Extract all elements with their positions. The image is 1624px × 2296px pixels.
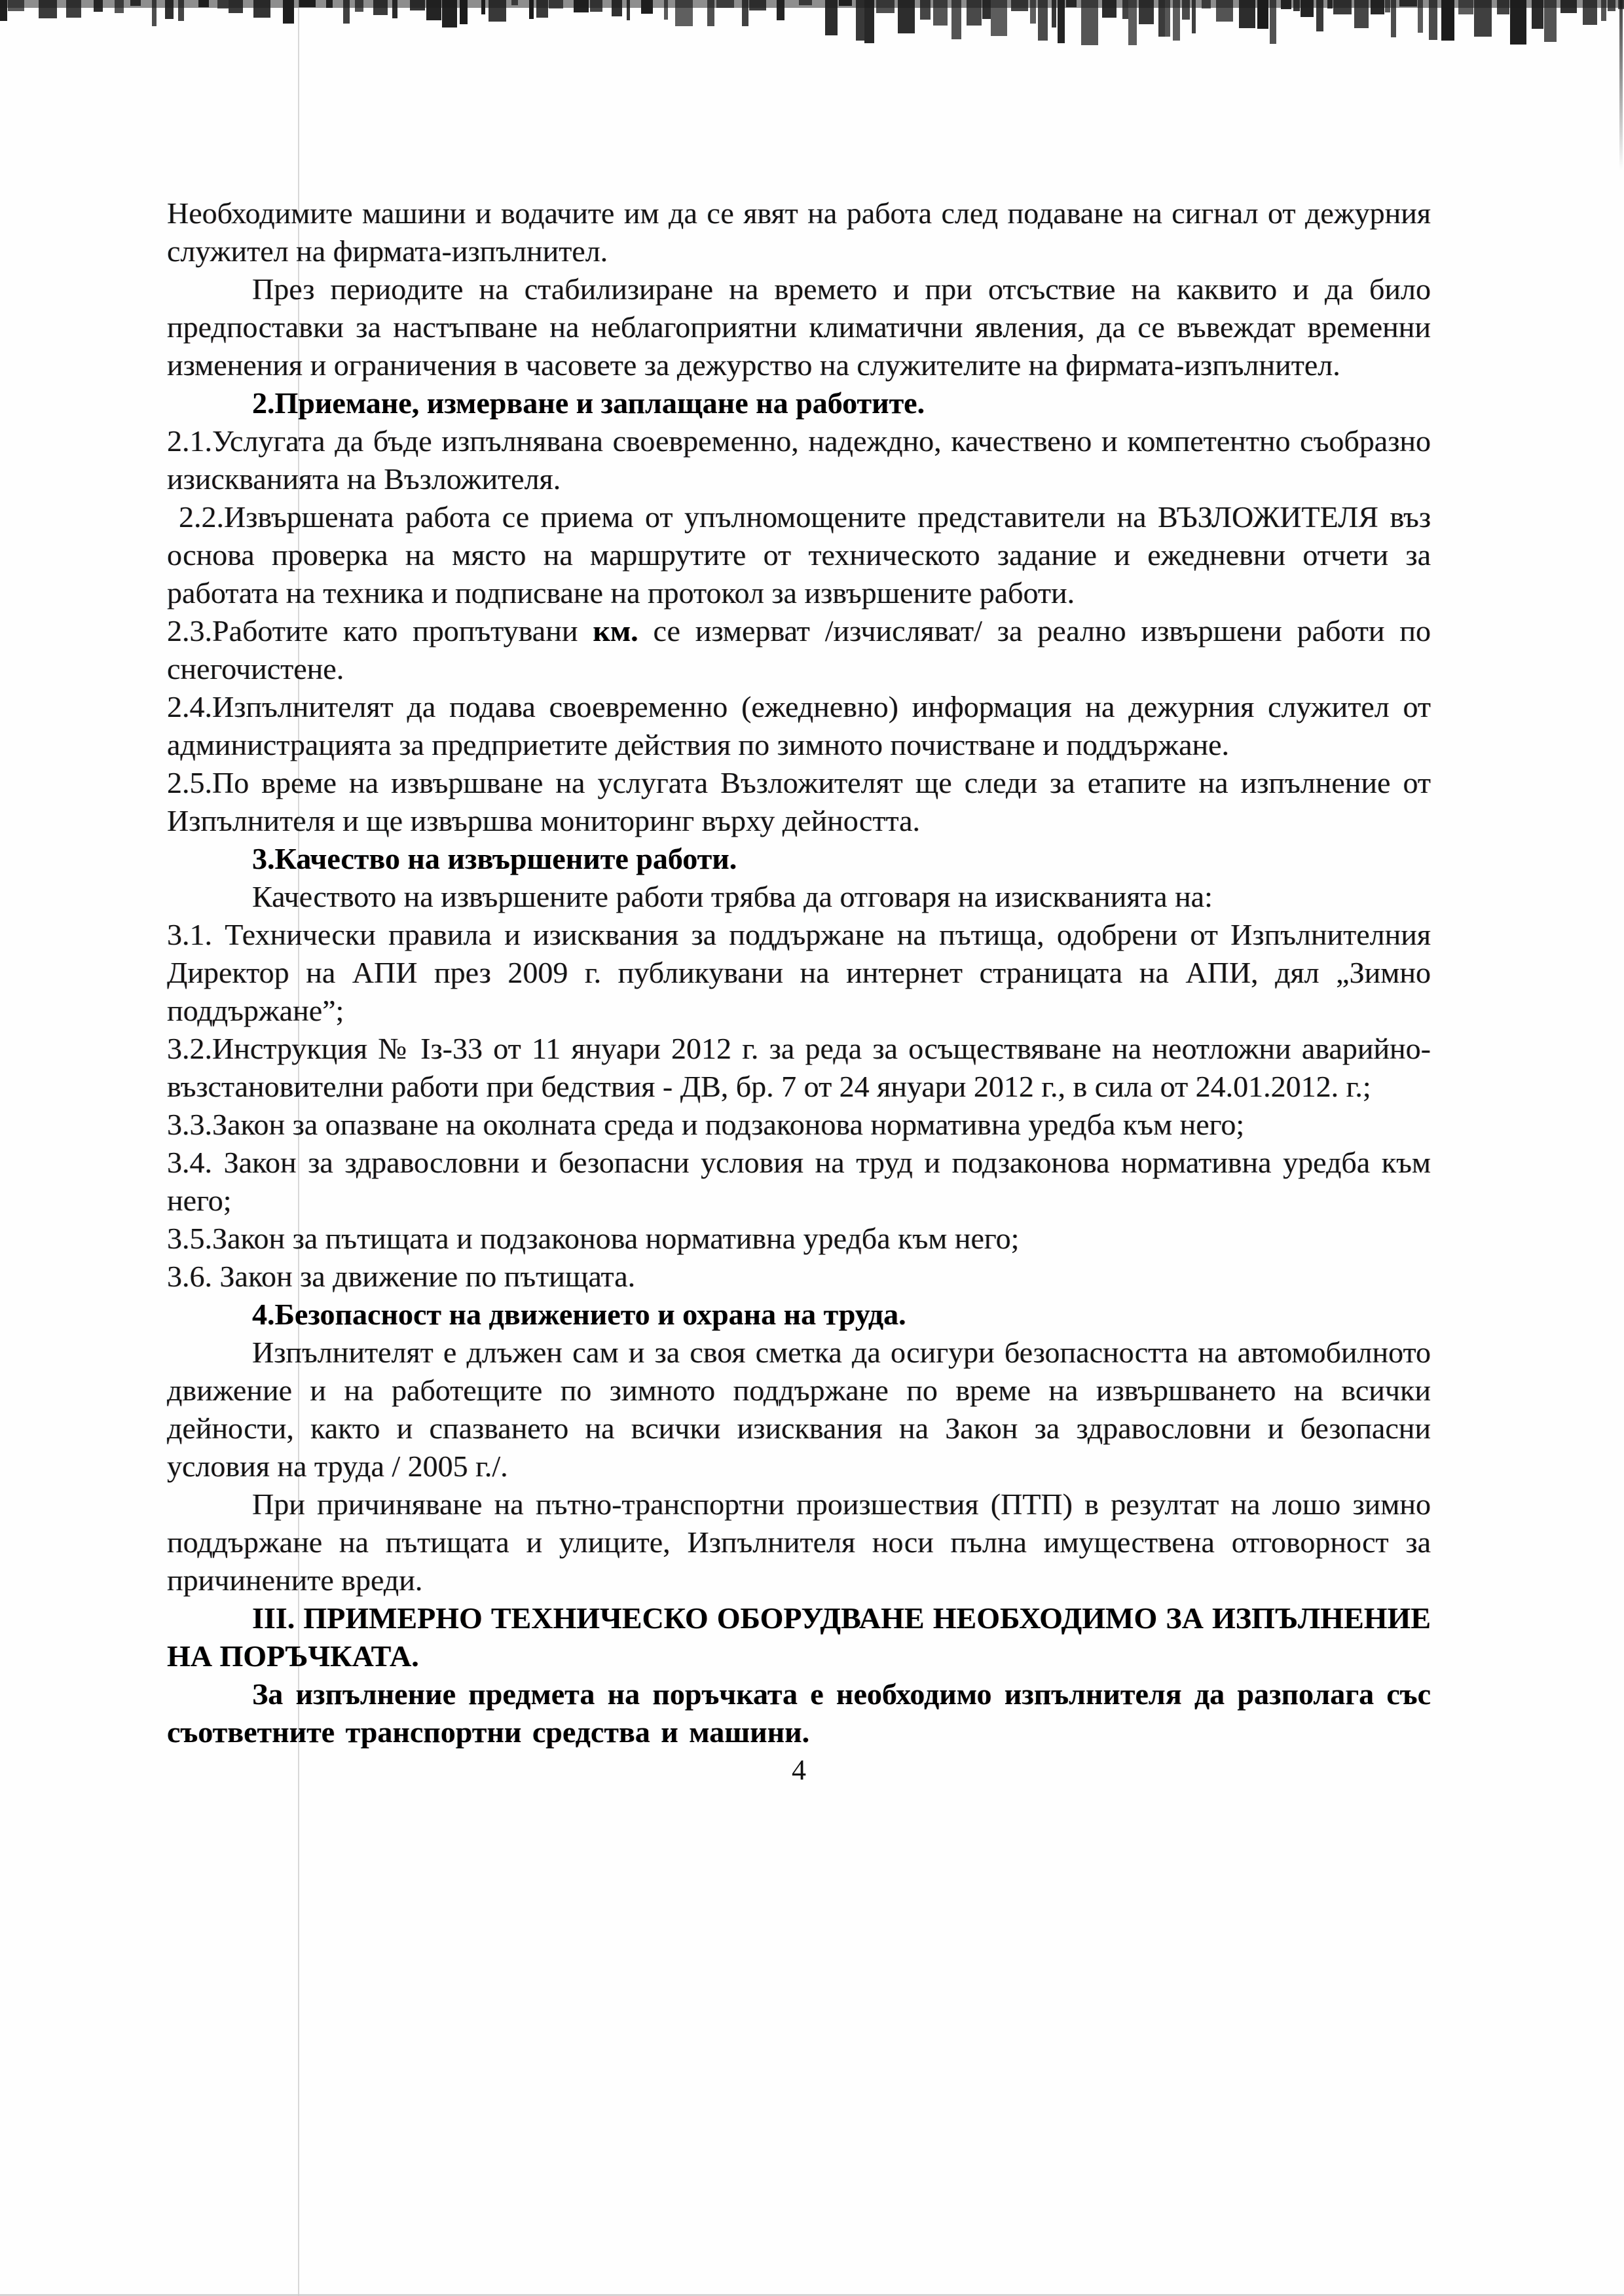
scan-noise-speck [326, 0, 333, 8]
scan-noise-speck [1391, 0, 1395, 37]
scan-noise-speck [1532, 0, 1543, 29]
scan-noise-speck [920, 0, 931, 20]
scan-noise-speck [130, 0, 141, 6]
clause-3-1: 3.1. Технически правила и изисквания за поддържане на пътища, одобрени от Изпълнителния Директор на АПИ през 2009 г. публикувани на интернет страницата на АПИ, дял „Зимно поддържане”; [167, 918, 1431, 1027]
scan-noise-speck [392, 0, 397, 18]
scan-noise-speck [529, 0, 534, 19]
scan-noise-speck [612, 0, 622, 16]
scan-noise-speck [898, 0, 915, 33]
section-iii-paragraph: За изпълнение предмета на поръчката е необходимо изпълнителя да разполага със съответните транспортни средства и машини. [167, 1677, 1431, 1749]
clause-2-3-km-bold: км. [593, 614, 638, 647]
scan-noise-speck [1270, 0, 1276, 44]
scan-noise-speck [1158, 0, 1165, 37]
scan-noise-speck [511, 0, 518, 5]
scan-noise-speck [343, 0, 350, 24]
scan-noise-speck [1139, 0, 1154, 24]
scan-noise-speck [876, 0, 895, 13]
scan-noise-speck [1293, 0, 1300, 11]
scan-noise-speck [217, 0, 229, 9]
scan-noise-speck [1257, 0, 1268, 29]
clause-2-4: 2.4.Изпълнителят да подава своевременно (ежедневно) информация на дежурния служител от администрацията за предприетите действия по зимното почистване и поддържане. [167, 690, 1431, 761]
scan-noise-speck [1066, 0, 1077, 7]
scan-noise-speck [1011, 0, 1028, 11]
scan-noise-speck [94, 0, 103, 12]
clause-2-3-text-post: се измерват /изчисляват/ за реално извършени работи по снегочистене. [167, 614, 1431, 685]
scan-noise-speck [0, 0, 7, 21]
scan-noise-speck [1081, 0, 1098, 45]
section-3-intro: Качеството на извършените работи трябва да отговаря на изискванията на: [252, 880, 1213, 913]
scan-noise-speck [856, 0, 865, 41]
scan-noise-speck [66, 0, 82, 18]
scan-noise-speck [1182, 0, 1190, 20]
scan-noise-speck [115, 0, 124, 13]
scan-noise-speck [178, 0, 184, 21]
scan-noise-speck [749, 0, 766, 10]
scan-noise-speck [777, 0, 784, 20]
scan-noise-speck [442, 0, 457, 27]
scan-noise-speck [1497, 0, 1509, 14]
scan-noise-speck [1583, 0, 1597, 25]
scan-noise-speck [549, 0, 563, 9]
scan-noise-speck [229, 0, 243, 13]
scan-noise-speck [1608, 0, 1615, 11]
scan-noise-speck [1441, 0, 1454, 41]
section-2-heading: 2.Приемане, измерване и заплащане на работите. [252, 386, 925, 420]
scan-noise-speck [1601, 0, 1607, 21]
scan-noise-speck [825, 0, 838, 35]
scan-noise-speck [1173, 0, 1181, 41]
scan-noise-speck [991, 0, 1007, 36]
scan-noise-speck [410, 0, 426, 10]
scan-noise-speck [1474, 0, 1492, 37]
clause-2-1: 2.1.Услугата да бъде изпълнявана своевременно, надеждно, качествено и компетентно съобразно изискванията на Възложителя. [167, 424, 1431, 496]
section-4-paragraph-1: Изпълнителят е длъжен сам и за своя сметка да осигури безопасността на автомобилното движение и на работещите по зимното поддържане по време на извършването на всички дейности, както и спазването на всички изисквания на Закон за здравословни и безопасни условия на труда / 2005 г./. [167, 1336, 1431, 1483]
scan-noise-speck [1216, 0, 1233, 22]
scan-noise-speck [1544, 0, 1557, 42]
scan-noise-speck [982, 0, 990, 19]
scan-noise-speck [1327, 0, 1333, 9]
scan-noise-speck [675, 0, 693, 26]
scan-noise-speck [799, 0, 812, 5]
scan-noise-speck [1510, 0, 1526, 45]
scan-noise-speck [1399, 0, 1418, 7]
scan-noise-speck [1385, 0, 1391, 12]
scan-noise-speck [1333, 0, 1352, 14]
scan-noise-speck [8, 0, 25, 11]
scan-noise-speck [152, 0, 157, 26]
scan-noise-speck [716, 0, 735, 8]
clause-2-3-text-pre: 2.3.Работите като пропътувани [167, 614, 593, 647]
clause-3-2: 3.2.Инструкция № Iз-33 от 11 януари 2012 г. за реда за осъществяване на неотложни аварийно-възстановителни работи при бедствия - ДВ, бр. 7 от 24 януари 2012 г., в сила от 24.01.2012. г.; [167, 1032, 1431, 1103]
scan-noise-speck [536, 0, 548, 18]
scan-noise-band [0, 0, 1624, 65]
scan-noise-speck [967, 0, 982, 26]
scan-noise-speck [426, 0, 441, 20]
scan-noise-speck [39, 0, 57, 18]
clause-2-3 [167, 612, 1431, 688]
scan-noise-speck [951, 0, 961, 39]
scan-noise-speck [664, 0, 668, 20]
scan-noise-speck [489, 0, 506, 22]
clause-3-3: 3.3.Закон за опазване на околната среда и подзаконова нормативна уредба към него; [167, 1108, 1245, 1141]
scan-noise-speck [742, 0, 748, 26]
clause-2-5: 2.5.По време на извършване на услугата Възложителят ще следи за етапите на изпълнение от Изпълнителя и ще извършва мониторинг върху дейността. [167, 766, 1431, 837]
scan-noise-speck [299, 0, 316, 7]
scan-noise-speck [373, 0, 388, 15]
scan-noise-speck [1052, 0, 1056, 27]
intro-paragraph-2: През периодите на стабилизиране на времето и при отсъствие на каквито и да било предпоставки за настъпване на неблагоприятни климатични явления, да се въвеждат временни изменения и ограничения в часовете за дежурство на служителите на фирмата-изпълнител. [167, 272, 1431, 382]
section-3-heading: 3.Качество на извършените работи. [252, 842, 737, 875]
scan-noise-speck [460, 0, 468, 24]
clause-2-2: 2.2.Извършената работа се приема от упълномощените представители на ВЪЗЛОЖИТЕЛЯ въз основа проверка на място на маршрутите от техническото задание и ежедневни отчети за работата на техника и подписване на протокол за извършените работи. [167, 500, 1431, 610]
clause-3-6: 3.6. Закон за движение по пътищата. [167, 1260, 636, 1293]
section-iii-heading: III. ПРИМЕРНО ТЕХНИЧЕСКО ОБОРУДВАНЕ НЕОБХОДИМО ЗА ИЗПЪЛНЕНИЕ НА ПОРЪЧКАТА. [167, 1601, 1431, 1673]
scan-noise-speck [253, 0, 270, 18]
document-content [167, 194, 1431, 1789]
scan-noise-speck [481, 0, 485, 14]
scan-noise-speck [574, 0, 589, 12]
scan-noise-speck [590, 0, 602, 12]
scan-noise-speck [864, 0, 874, 43]
scan-noise-speck [165, 0, 174, 19]
scan-noise-speck [1429, 0, 1437, 40]
scan-noise-speck [1122, 0, 1128, 19]
scan-noise-speck [1030, 0, 1036, 24]
scan-noise-speck [1371, 0, 1384, 14]
clause-3-5: 3.5.Закон за пътищата и подзаконова нормативна уредба към него; [167, 1222, 1020, 1255]
scan-noise-speck [1202, 0, 1211, 9]
scan-noise-speck [1192, 0, 1196, 33]
scan-noise-speck [1102, 0, 1116, 18]
scan-noise-speck [1316, 0, 1323, 31]
section-4-heading: 4.Безопасност на движението и охрана на труда. [252, 1298, 906, 1331]
scan-noise-speck [1038, 0, 1048, 41]
scan-noise-speck [707, 0, 714, 26]
scan-noise-speck [627, 0, 630, 20]
scan-noise-speck [1165, 0, 1170, 37]
scan-noise-speck [198, 0, 210, 7]
scan-noise-speck [641, 0, 653, 14]
scan-noise-speck [1128, 0, 1137, 45]
scan-noise-speck [283, 0, 294, 24]
scan-edge-streak [1619, 0, 1623, 170]
scan-noise-speck [1560, 0, 1577, 13]
scan-noise-base [0, 0, 1624, 8]
scan-noise-speck [933, 0, 948, 26]
clause-3-4: 3.4. Закон за здравословни и безопасни условия на труд и подзаконова нормативна уредба към него; [167, 1146, 1431, 1217]
scan-noise-speck [1239, 0, 1256, 28]
scan-noise-speck [839, 0, 853, 6]
scan-noise-speck [1058, 0, 1065, 43]
scan-noise-speck [1418, 0, 1422, 33]
scan-noise-speck [1458, 0, 1473, 14]
page-number: 4 [792, 1754, 806, 1786]
scan-noise-speck [355, 0, 364, 12]
scan-noise-speck [1301, 0, 1314, 17]
scan-noise-speck [1281, 0, 1292, 9]
section-4-paragraph-2: При причиняване на пътно-транспортни произшествия (ПТП) в резултат на лошо зимно поддържане на пътищата и улиците, Изпълнителя носи пълна имуществена отговорност за причинените вреди. [167, 1487, 1431, 1597]
scan-noise-speck [1354, 0, 1369, 28]
intro-paragraph-1: Необходимите машини и водачите им да се явят на работа след подаване на сигнал от дежурния служител на фирмата-изпълнител. [167, 196, 1431, 268]
